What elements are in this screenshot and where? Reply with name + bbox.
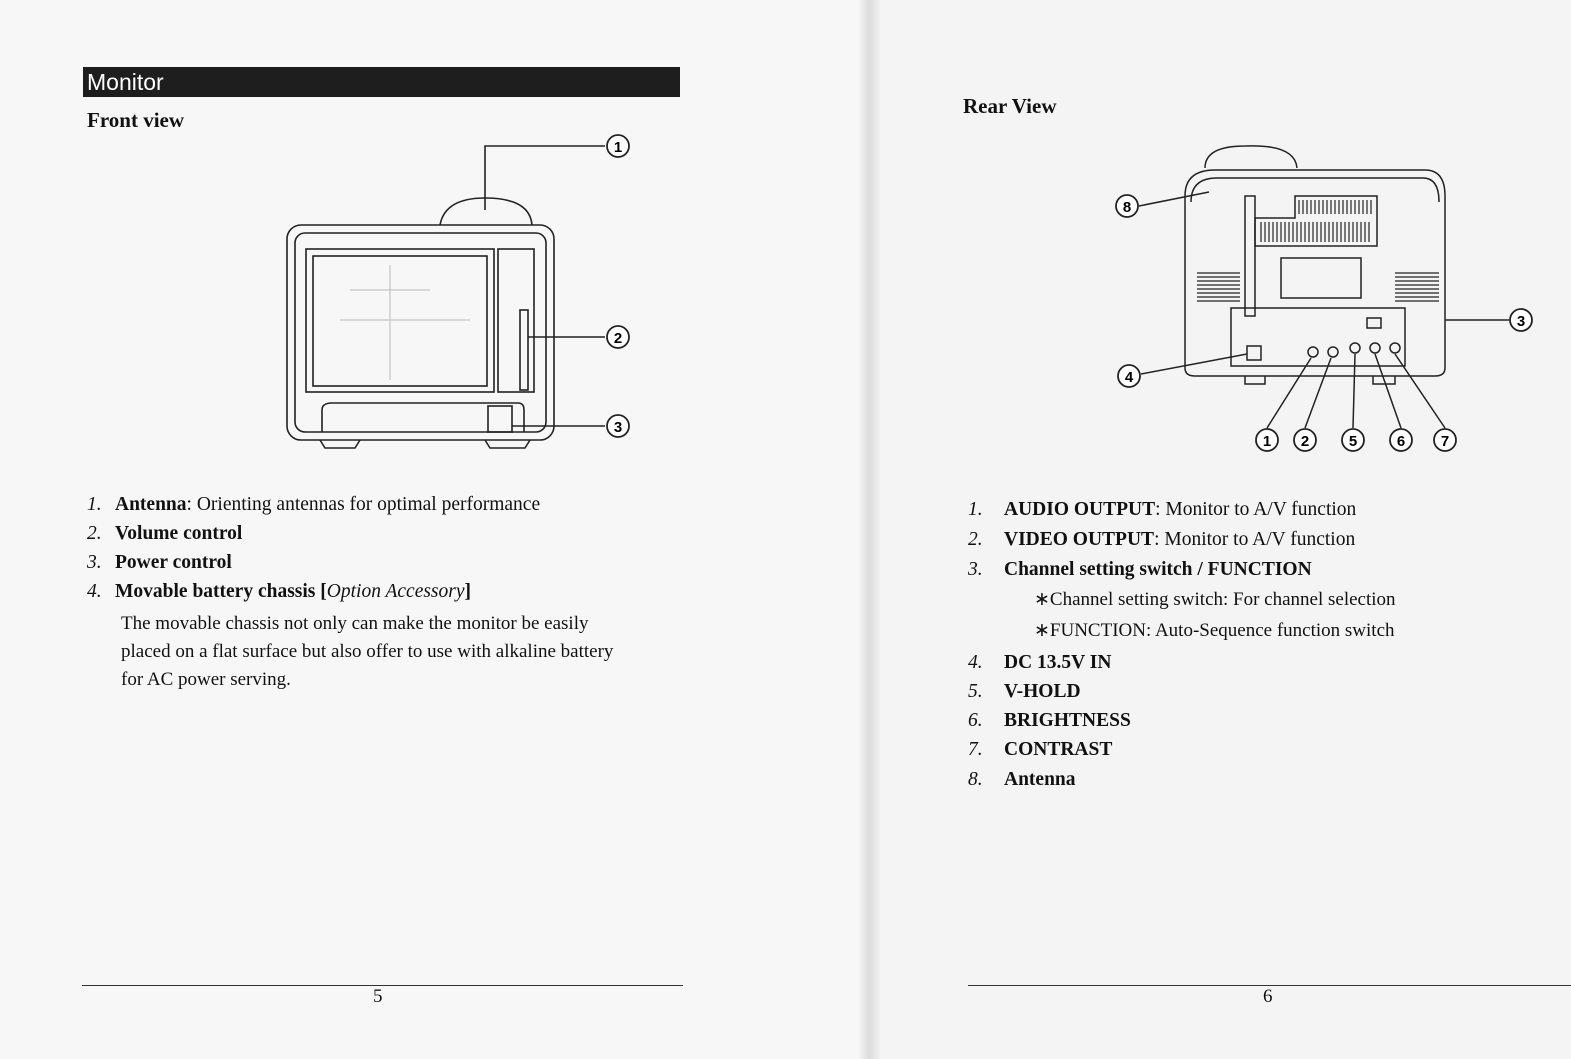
rear-callout-5 [1342, 429, 1364, 451]
item-label: VIDEO OUTPUT [1004, 529, 1155, 550]
front-view-heading: Front view [87, 108, 185, 132]
svg-text:3: 3 [613, 419, 623, 436]
sub-item-function: ∗FUNCTION: Auto-Sequence function switch [1034, 620, 1395, 641]
section-banner [83, 67, 680, 97]
rear-view-heading: Rear View [963, 94, 1057, 118]
front-callout-3 [607, 415, 629, 437]
rear-callout-4 [1118, 365, 1140, 387]
rear-callout-8 [1116, 195, 1138, 217]
item-number: 3. [968, 559, 983, 580]
svg-text:8: 8 [1122, 199, 1132, 216]
item-number: 1. [968, 499, 983, 520]
item-label-end: ] [464, 581, 472, 602]
item-text: : Monitor to A/V function [1155, 499, 1357, 520]
item-label: Antenna [115, 494, 187, 515]
item-number: 1. [87, 494, 102, 515]
item-number: 3. [87, 552, 102, 573]
right-page-number: 6 [1263, 986, 1273, 1007]
item-label: BRIGHTNESS [1004, 710, 1131, 731]
svg-text:5: 5 [1348, 433, 1358, 450]
rear-view-diagram [1105, 138, 1545, 458]
item-label: CONTRAST [1004, 739, 1113, 760]
item-text: : Monitor to A/V function [1154, 529, 1356, 550]
rear-callout-6 [1390, 429, 1412, 451]
svg-text:1: 1 [1262, 433, 1272, 450]
svg-text:2: 2 [613, 330, 623, 347]
svg-text:6: 6 [1396, 433, 1406, 450]
sub-item-channel-setting: ∗Channel setting switch: For channel selection [1034, 589, 1396, 610]
left-page-number: 5 [373, 986, 383, 1007]
front-callout-1 [607, 135, 629, 157]
item-label: AUDIO OUTPUT [1004, 499, 1156, 520]
description-line: for AC power serving. [121, 669, 291, 690]
item-label: V-HOLD [1004, 681, 1081, 702]
item-number: 4. [87, 581, 102, 602]
item-number: 5. [968, 681, 983, 702]
item-number: 6. [968, 710, 983, 731]
item-number: 2. [968, 529, 983, 550]
item-label: Channel setting switch / FUNCTION [1004, 559, 1312, 580]
item-label-italic: Option Accessory [326, 581, 465, 602]
rear-callout-1 [1256, 429, 1278, 451]
book-gutter [858, 0, 880, 1059]
rear-callout-7 [1434, 429, 1456, 451]
svg-text:7: 7 [1440, 433, 1450, 450]
description-line: The movable chassis not only can make the monitor be easily [121, 613, 589, 634]
item-label: DC 13.5V IN [1004, 652, 1112, 673]
svg-text:3: 3 [1516, 313, 1526, 330]
item-label: Movable battery chassis [ [115, 581, 327, 602]
item-label: Volume control [115, 523, 243, 544]
item-text: : Orienting antennas for optimal performance [186, 494, 541, 515]
svg-text:1: 1 [613, 139, 623, 156]
banner-title: Monitor [87, 69, 164, 95]
item-number: 7. [968, 739, 983, 760]
rear-callout-3 [1510, 309, 1532, 331]
item-number: 8. [968, 769, 983, 790]
svg-text:2: 2 [1300, 433, 1310, 450]
left-footer-rule [82, 985, 683, 986]
item-label: Power control [115, 552, 232, 573]
front-view-diagram [280, 130, 640, 460]
description-line: placed on a flat surface but also offer to use with alkaline battery [121, 641, 614, 662]
chassis-description [121, 610, 681, 694]
item-number: 2. [87, 523, 102, 544]
front-callout-2 [607, 326, 629, 348]
item-label: Antenna [1004, 769, 1076, 790]
svg-text:4: 4 [1124, 369, 1134, 386]
item-number: 4. [968, 652, 983, 673]
rear-callout-2 [1294, 429, 1316, 451]
